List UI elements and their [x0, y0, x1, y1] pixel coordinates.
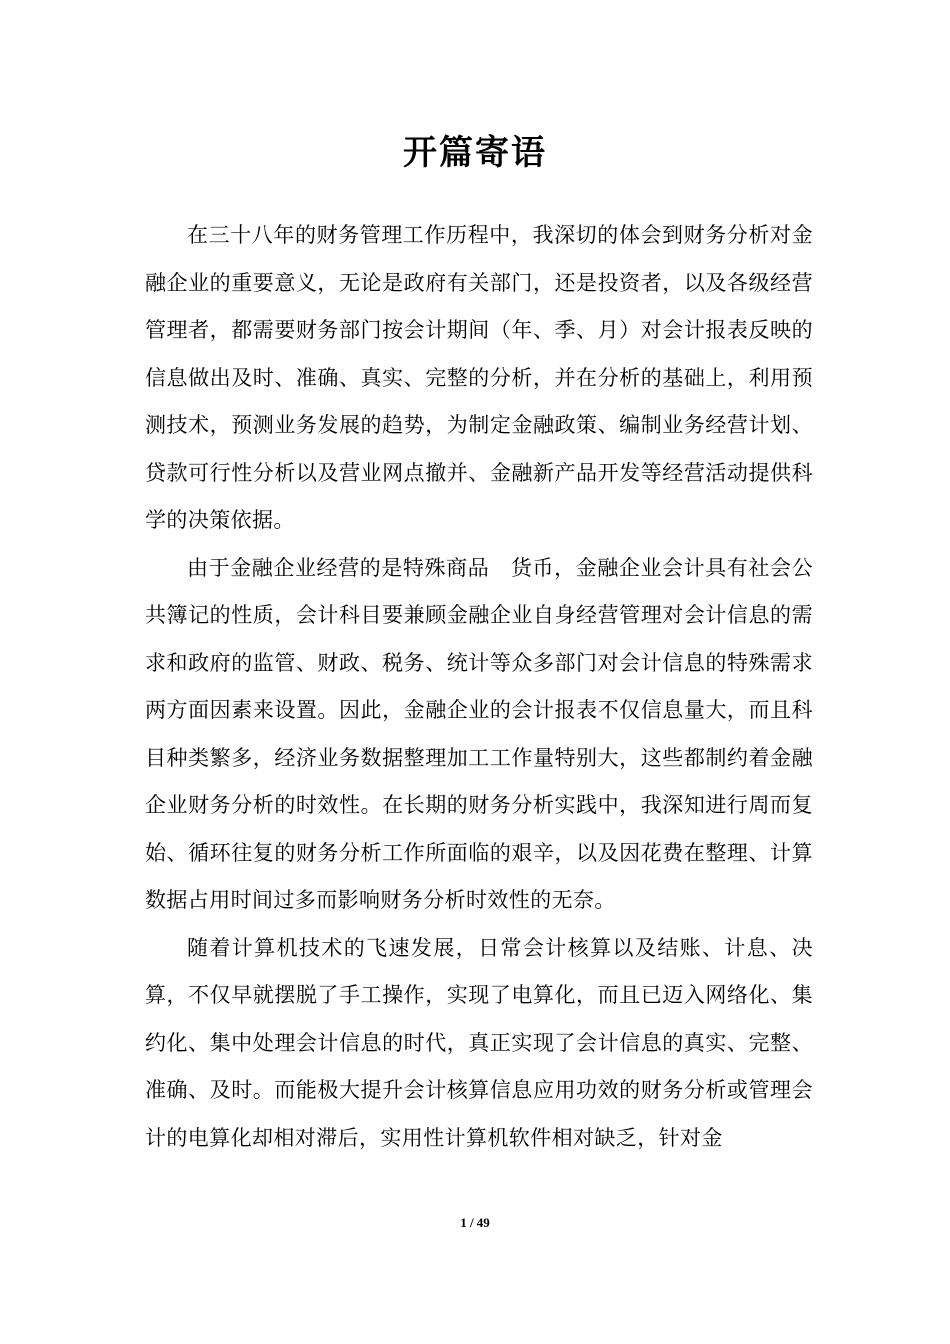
paragraph-2: 由于金融企业经营的是特殊商品 货币，金融企业会计具有社会公共簿记的性质，会计科目要兼顾金融企业自身经营管理对会计信息的需求和政府的监管、财政、税务、统计等众多部门对会计信息的特殊需求两方面因素来设置。因此，金融企业的会计报表不仅信息量大，而且科目种类繁多，经济业务数据整理加工工作量特别大，这些都制约着金融企业财务分析的时效性。在长期的财务分析实践中，我深知进行周而复始、循环往复的财务分析工作所面临的艰辛，以及因花费在整理、计算数据占用时间过多而影响财务分析时效性的无奈。	[145, 555, 813, 912]
paragraph-1: 在三十八年的财务管理工作历程中，我深切的体会到财务分析对金融企业的重要意义，无论是政府有关部门，还是投资者，以及各级经营管理者，都需要财务部门按会计期间（年、季、月）对会计报表反映的信息做出及时、准确、真实、完整的分析，并在分析的基础上，利用预测技术，预测业务发展的趋势，为制定金融政策、编制业务经营计划、贷款可行性分析以及营业网点撤并、金融新产品开发等经营活动提供科学的决策依据。	[145, 223, 813, 532]
page-number: 1 / 49	[460, 1215, 490, 1230]
document-title: 开篇寄语	[403, 133, 547, 173]
document-body	[145, 212, 813, 1162]
paragraph-3: 随着计算机技术的飞速发展，日常会计核算以及结账、计息、决算，不仅早就摆脱了手工操作，实现了电算化，而且已迈入网络化、集约化、集中处理会计信息的时代，真正实现了会计信息的真实、完整、准确、及时。而能极大提升会计核算信息应用功效的财务分析或管理会计的电算化却相对滞后，实用性计算机软件相对缺乏，针对金	[145, 935, 813, 1150]
